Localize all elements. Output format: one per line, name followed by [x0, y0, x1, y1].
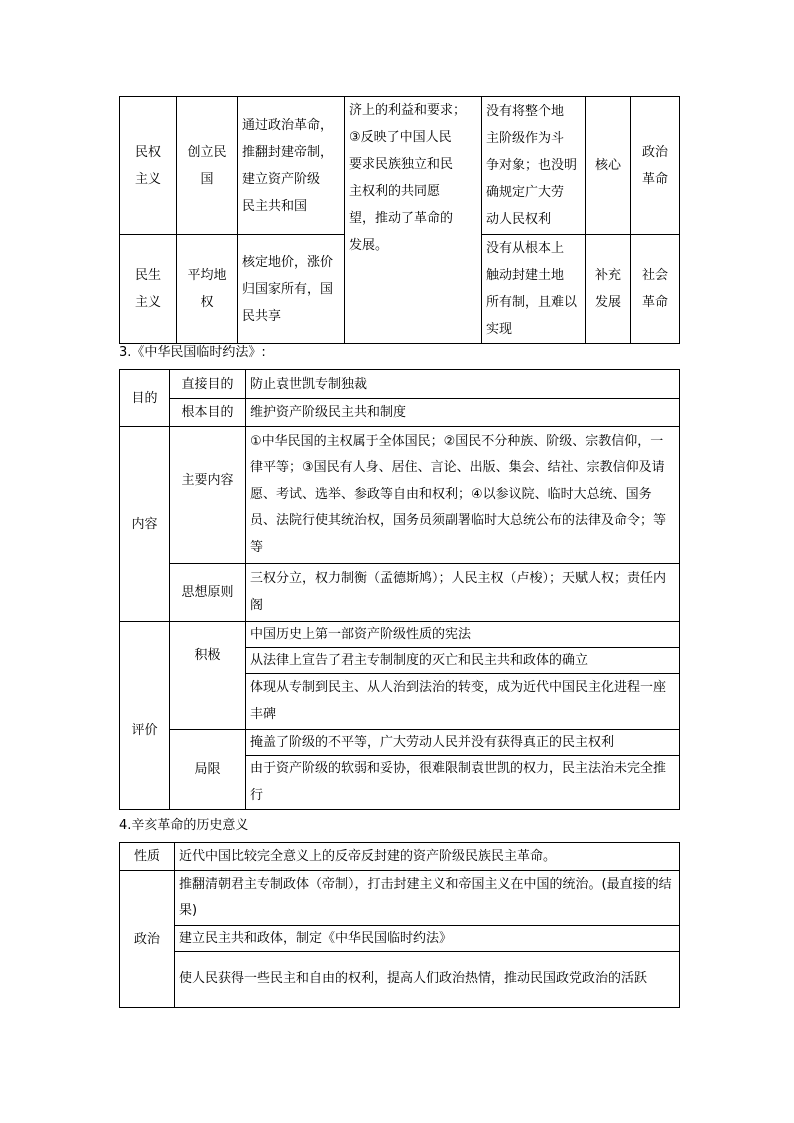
three-principles-table — [119, 96, 680, 344]
thought-principle-text: 三权分立，权力制衡（孟德斯鸠）；人民主权（卢梭）；天赋人权；责任内阁 — [246, 564, 680, 622]
principle-name: 民权 主义 — [120, 97, 177, 235]
positive-item: 体现从专制到民主、从人治到法治的转变，成为近代中国民主化进程一座丰碑 — [246, 674, 680, 730]
principle-type: 社会 革命 — [631, 235, 680, 344]
direct-purpose-label: 直接目的 — [170, 370, 246, 399]
politics-label: 政治 — [120, 871, 175, 1008]
principle-content: 通过政治革命， 推翻封建帝制， 建立资产阶级 民主共和国 — [238, 97, 345, 235]
main-content-label: 主要内容 — [170, 427, 246, 564]
principle-name: 民生 主义 — [120, 235, 177, 344]
root-purpose-label: 根本目的 — [170, 399, 246, 427]
historical-significance-table — [119, 842, 680, 1008]
content-label: 内容 — [120, 427, 170, 622]
politics-item: 建立民主共和政体，制定《中华民国临时约法》 — [175, 926, 680, 952]
principle-type: 政治 革命 — [631, 97, 680, 235]
limitation-label: 局限 — [170, 730, 246, 810]
thought-principle-label: 思想原则 — [170, 564, 246, 622]
positive-item: 中国历史上第一部资产阶级性质的宪法 — [246, 622, 680, 648]
limitation-item: 由于资产阶级的软弱和妥协，很难限制袁世凯的权力，民主法治未完全推行 — [246, 756, 680, 810]
politics-item: 使人民获得一些民主和自由的权利，提高人们政治热情，推动民国政党政治的活跃 — [175, 952, 680, 1008]
evaluation-label: 评价 — [120, 622, 170, 810]
direct-purpose-text: 防止袁世凯专制独裁 — [246, 370, 680, 399]
section-3-heading: 3.《中华民国临时约法》: — [119, 345, 266, 360]
positive-item: 从法律上宣告了君主专制制度的灭亡和民主共和政体的确立 — [246, 648, 680, 674]
section-4-heading: 4.辛亥革命的历史意义 — [119, 818, 249, 833]
limitation-item: 掩盖了阶级的不平等，广大劳动人民并没有获得真正的民主权利 — [246, 730, 680, 756]
politics-item: 推翻清朝君主专制政体（帝制），打击封建主义和帝国主义在中国的统治。(最直接的结果) — [175, 871, 680, 926]
nature-text: 近代中国比较完全意义上的反帝反封建的资产阶级民族民主革命。 — [175, 843, 680, 871]
principle-limit: 没有将整个地 主阶级作为斗 争对象；也没明 确规定广大劳 动人民权利 — [482, 97, 586, 235]
purpose-label: 目的 — [120, 370, 170, 427]
main-content-text: ①中华民国的主权属于全体国民；②国民不分种族、阶级、宗教信仰，一律平等；③国民有人身、居住、言论、出版、集会、结社、宗教信仰及请愿、考试、选举、参政等自由和权利；④以参议院、临时大总统、国务员、法院行使其统治权，国务员须副署临时大总统公布的法律及命令；等等 — [246, 427, 680, 564]
provisional-constitution-table — [119, 369, 680, 810]
principle-content: 核定地价，涨价 归国家所有，国 民共享 — [238, 235, 345, 344]
root-purpose-text: 维护资产阶级民主共和制度 — [246, 399, 680, 427]
principle-status: 核心 — [586, 97, 631, 235]
principle-slogan: 创立民 国 — [177, 97, 238, 235]
principle-significance: 济上的利益和要求； ③反映了中国人民 要求民族独立和民 主权利的共同愿 望，推动了革命的 发展。 — [345, 97, 482, 344]
positive-label: 积极 — [170, 622, 246, 730]
principle-slogan: 平均地 权 — [177, 235, 238, 344]
nature-label: 性质 — [120, 843, 175, 871]
principle-limit: 没有从根本上 触动封建土地 所有制，且难以 实现 — [482, 235, 586, 344]
principle-status: 补充 发展 — [586, 235, 631, 344]
